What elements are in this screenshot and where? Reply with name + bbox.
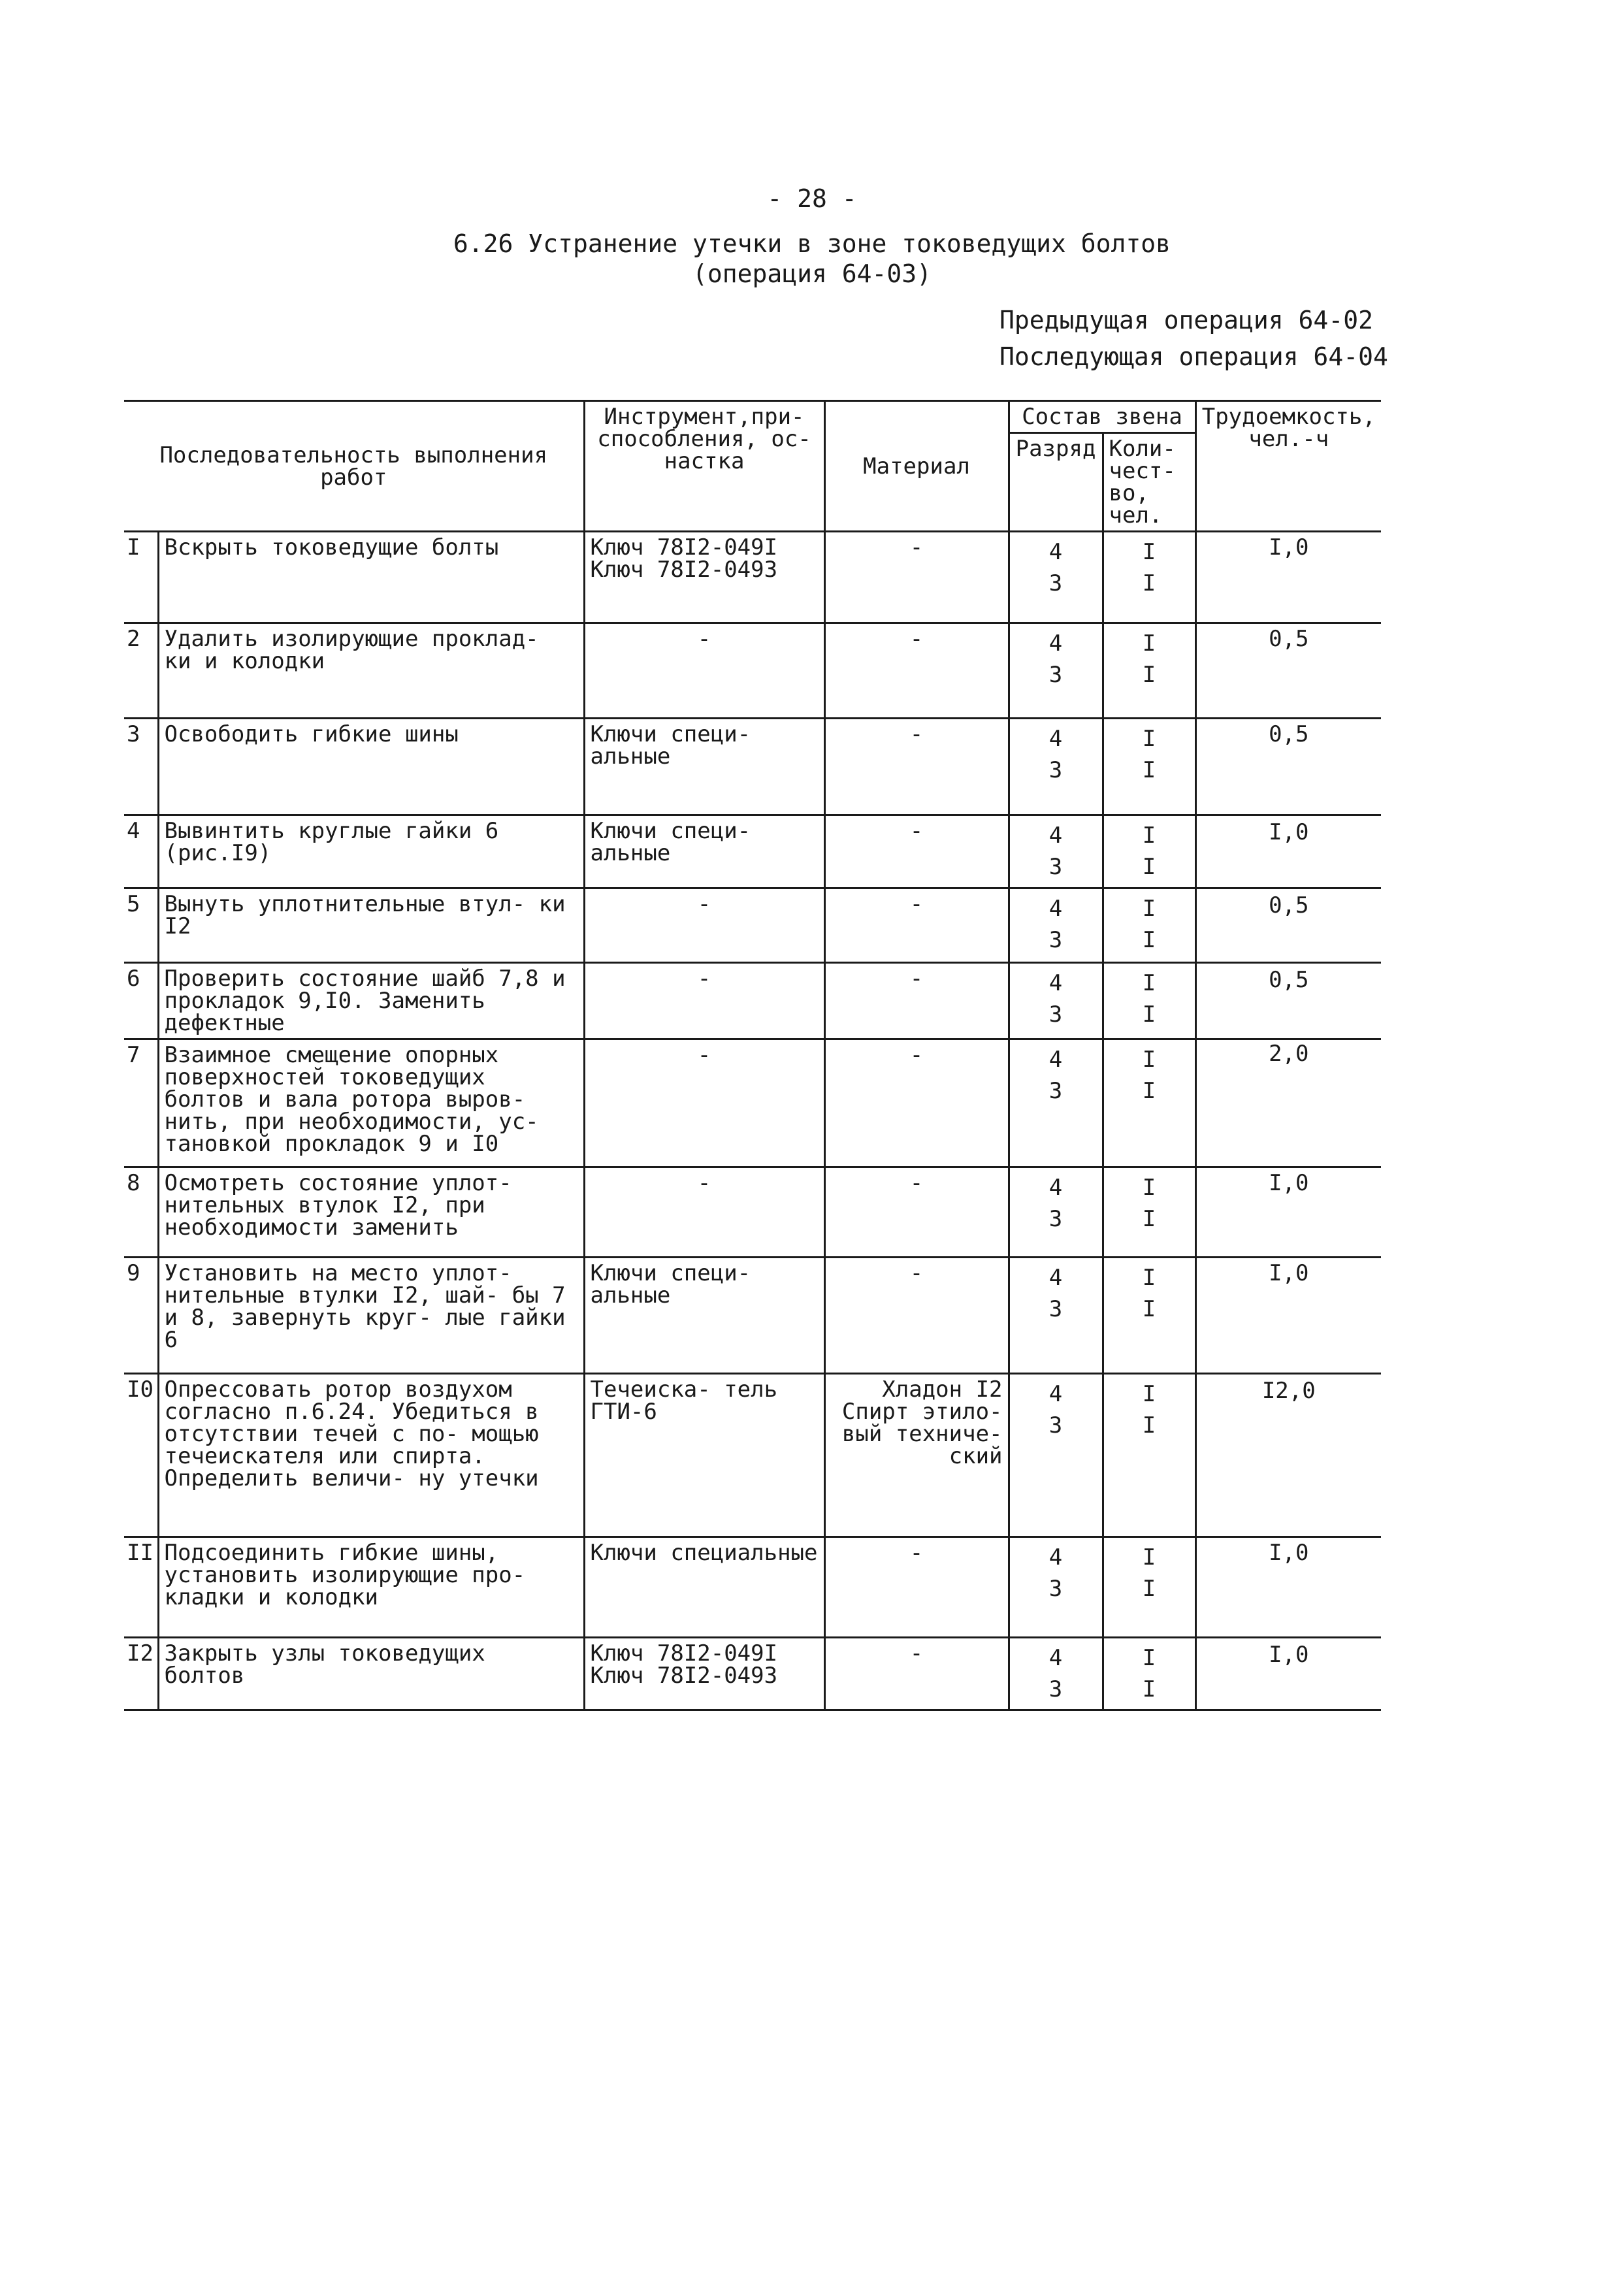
row-grade: 3	[1048, 1078, 1063, 1104]
row-count: I	[1142, 726, 1156, 752]
row-grade: 4	[1048, 726, 1063, 752]
row-grade: 4	[1048, 1381, 1063, 1407]
row-labor: I,0	[1195, 1537, 1381, 1638]
row-material: -	[824, 532, 1009, 623]
row-labor: I,0	[1195, 532, 1381, 623]
row-work: Подсоединить гибкие шины, установить изолирующие про- кладки и колодки	[158, 1537, 584, 1638]
table-row	[124, 815, 1381, 888]
row-count: I	[1142, 1047, 1156, 1073]
row-number: 8	[124, 1167, 158, 1258]
row-grade: 3	[1048, 662, 1063, 688]
row-labor: 0,5	[1195, 963, 1381, 1039]
row-number: I	[124, 532, 158, 623]
row-count: I	[1142, 1206, 1156, 1232]
row-grade: 4	[1048, 539, 1063, 565]
row-count: I	[1142, 1381, 1156, 1407]
row-material: -	[824, 1167, 1009, 1258]
row-labor: 0,5	[1195, 623, 1381, 719]
row-work: Осмотреть состояние уплот- нительных втулок I2, при необходимости заменить	[158, 1167, 584, 1258]
section-title	[0, 229, 1624, 289]
row-material: Хладон I2 Спирт этило- вый техниче- ский	[824, 1374, 1009, 1537]
header-sequence: Последовательность выполнения работ	[124, 401, 584, 532]
row-number: 5	[124, 888, 158, 963]
header-material: Материал	[824, 401, 1009, 532]
row-grade: 3	[1048, 1206, 1063, 1232]
row-work: Проверить состояние шайб 7,8 и прокладок 9,I0. Заменить дефектные	[158, 963, 584, 1039]
row-labor: I,0	[1195, 1638, 1381, 1710]
table-row	[124, 719, 1381, 815]
row-number: 4	[124, 815, 158, 888]
row-count: I	[1142, 539, 1156, 565]
table-row	[124, 532, 1381, 623]
row-labor: I,0	[1195, 1258, 1381, 1374]
row-tools: -	[584, 1167, 824, 1258]
operation-links	[999, 302, 1388, 375]
row-number: I0	[124, 1374, 158, 1537]
row-count: I	[1142, 854, 1156, 880]
previous-operation: Предыдущая операция 64-02	[999, 306, 1373, 334]
row-number: II	[124, 1537, 158, 1638]
row-count: I	[1142, 1001, 1156, 1028]
row-material: -	[824, 719, 1009, 815]
row-material: -	[824, 815, 1009, 888]
row-tools: -	[584, 1039, 824, 1167]
row-labor: 0,5	[1195, 719, 1381, 815]
row-work: Установить на место уплот- нительные втулки I2, шай- бы 7 и 8, завернуть круг- лые гайки 6	[158, 1258, 584, 1374]
row-grade: 3	[1048, 1296, 1063, 1322]
table-row	[124, 1537, 1381, 1638]
section-title-line1: 6.26 Устранение утечки в зоне токоведущих болтов	[453, 229, 1171, 258]
row-grade: 4	[1048, 896, 1063, 922]
row-work: Вынуть уплотнительные втул- ки I2	[158, 888, 584, 963]
row-tools: Ключи специальные	[584, 1537, 824, 1638]
row-grade: 3	[1048, 1676, 1063, 1702]
row-grade: 4	[1048, 1544, 1063, 1570]
row-labor: I,0	[1195, 1167, 1381, 1258]
table-row	[124, 1374, 1381, 1537]
row-count: I	[1142, 822, 1156, 849]
table-row	[124, 1039, 1381, 1167]
row-number: 3	[124, 719, 158, 815]
row-tools: -	[584, 963, 824, 1039]
row-grade: 3	[1048, 854, 1063, 880]
row-count: I	[1142, 1645, 1156, 1671]
page-number: - 28 -	[767, 184, 857, 213]
table-row	[124, 888, 1381, 963]
row-grade: 4	[1048, 1047, 1063, 1073]
row-work: Закрыть узлы токоведущих болтов	[158, 1638, 584, 1710]
row-work: Удалить изолирующие проклад- ки и колодки	[158, 623, 584, 719]
row-grade: 3	[1048, 927, 1063, 953]
row-grade: 3	[1048, 757, 1063, 783]
row-count: I	[1142, 1676, 1156, 1702]
row-count: I	[1142, 1544, 1156, 1570]
row-grade: 3	[1048, 1576, 1063, 1602]
row-count: I	[1142, 1296, 1156, 1322]
row-labor: I2,0	[1195, 1374, 1381, 1537]
row-grade: 4	[1048, 1265, 1063, 1291]
row-number: 7	[124, 1039, 158, 1167]
row-material: -	[824, 1638, 1009, 1710]
row-number: 9	[124, 1258, 158, 1374]
row-grade: 3	[1048, 1412, 1063, 1439]
row-grade: 4	[1048, 630, 1063, 657]
row-material: -	[824, 1258, 1009, 1374]
row-tools: Ключи специ- альные	[584, 719, 824, 815]
row-material: -	[824, 623, 1009, 719]
header-labor: Трудоемкость, чел.-ч	[1195, 401, 1381, 532]
row-count: I	[1142, 757, 1156, 783]
row-number: 6	[124, 963, 158, 1039]
row-count: I	[1142, 970, 1156, 996]
row-tools: Ключ 78I2-049I Ключ 78I2-0493	[584, 1638, 824, 1710]
row-tools: Течеиска- тель ГТИ-6	[584, 1374, 824, 1537]
row-grade: 3	[1048, 1001, 1063, 1028]
table-row	[124, 623, 1381, 719]
row-count: I	[1142, 927, 1156, 953]
header-grade: Разряд	[1009, 433, 1103, 532]
table-row	[124, 1258, 1381, 1374]
header-tools: Инструмент,при- способления, ос- настка	[584, 401, 824, 532]
row-labor: 2,0	[1195, 1039, 1381, 1167]
row-grade: 4	[1048, 822, 1063, 849]
row-material: -	[824, 963, 1009, 1039]
row-number: 2	[124, 623, 158, 719]
row-count: I	[1142, 1265, 1156, 1291]
row-number: I2	[124, 1638, 158, 1710]
row-labor: 0,5	[1195, 888, 1381, 963]
row-tools: Ключи специ- альные	[584, 815, 824, 888]
row-count: I	[1142, 570, 1156, 596]
header-count: Коли- чест- во, чел.	[1103, 433, 1195, 532]
row-grade: 3	[1048, 570, 1063, 596]
row-count: I	[1142, 1576, 1156, 1602]
row-work: Вскрыть токоведущие болты	[158, 532, 584, 623]
row-material: -	[824, 1537, 1009, 1638]
next-operation: Последующая операция 64-04	[999, 342, 1388, 371]
section-title-line2: (операция 64-03)	[692, 259, 932, 288]
row-work: Освободить гибкие шины	[158, 719, 584, 815]
row-material: -	[824, 888, 1009, 963]
row-labor: I,0	[1195, 815, 1381, 888]
row-count: I	[1142, 1412, 1156, 1439]
header-crew: Состав звена	[1009, 401, 1195, 433]
row-tools: -	[584, 623, 824, 719]
row-tools: -	[584, 888, 824, 963]
row-work: Вывинтить круглые гайки 6 (рис.I9)	[158, 815, 584, 888]
row-count: I	[1142, 630, 1156, 657]
row-grade: 4	[1048, 1175, 1063, 1201]
row-work: Опрессовать ротор воздухом согласно п.6.24. Убедиться в отсутствии течей с по- мощью течеискателя или спирта. Определить величи- ну утечки	[158, 1374, 584, 1537]
row-tools: Ключи специ- альные	[584, 1258, 824, 1374]
row-count: I	[1142, 662, 1156, 688]
row-grade: 4	[1048, 970, 1063, 996]
row-count: I	[1142, 1175, 1156, 1201]
table-row	[124, 1167, 1381, 1258]
row-work: Взаимное смещение опорных поверхностей токоведущих болтов и вала ротора выров- нить, при необходимости, ус- тановкой прокладок 9 и I0	[158, 1039, 584, 1167]
row-tools: Ключ 78I2-049I Ключ 78I2-0493	[584, 532, 824, 623]
table-row	[124, 1638, 1381, 1710]
table-row	[124, 963, 1381, 1039]
row-count: I	[1142, 896, 1156, 922]
operations-table	[124, 400, 1381, 1711]
row-material: -	[824, 1039, 1009, 1167]
row-grade: 4	[1048, 1645, 1063, 1671]
row-count: I	[1142, 1078, 1156, 1104]
